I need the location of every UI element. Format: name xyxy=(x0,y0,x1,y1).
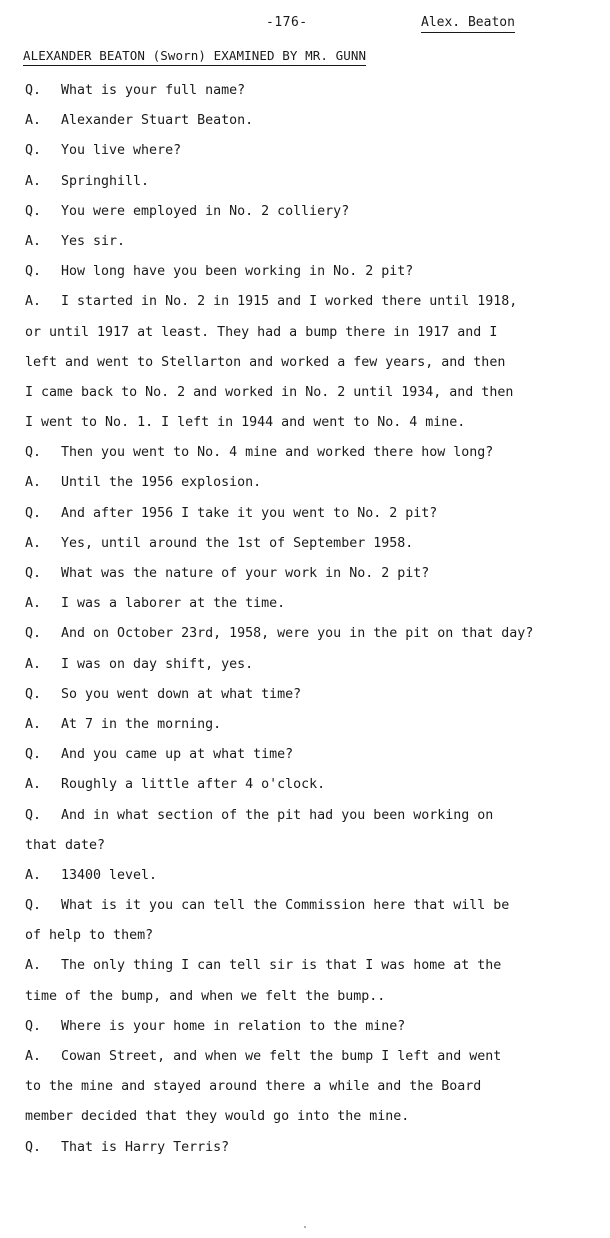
speaker-label: Q. xyxy=(25,445,42,461)
transcript-line xyxy=(25,710,605,740)
line-text: I went to No. 1. I left in 1944 and went to No. 4 mine. xyxy=(25,415,466,431)
line-text: What was the nature of your work in No. 2 pit? xyxy=(61,566,430,581)
speaker-label: Q. xyxy=(25,807,42,823)
line-text: The only thing I can tell sir is that I was home at the xyxy=(61,958,502,974)
transcript-line xyxy=(25,287,605,317)
line-text: You live where? xyxy=(61,143,182,159)
transcript-line xyxy=(25,378,605,408)
transcript-line xyxy=(25,257,605,287)
line-text: What is it you can tell the Commission here that will be xyxy=(61,898,510,914)
speaker-label: Q. xyxy=(25,747,42,763)
line-text: Yes sir. xyxy=(61,233,126,249)
transcript-line xyxy=(25,891,605,921)
line-text: And on October 23rd, 1958, were you in the pit on that day? xyxy=(61,626,534,642)
speaker-label: A. xyxy=(25,716,42,732)
transcript-line xyxy=(25,982,605,1012)
line-text: Springhill. xyxy=(61,173,150,189)
transcript-line xyxy=(25,348,605,378)
speaker-label: A. xyxy=(25,777,42,793)
line-text: You were employed in No. 2 colliery? xyxy=(61,203,350,219)
speaker-label: A. xyxy=(25,596,42,612)
speaker-label: Q. xyxy=(25,203,42,219)
line-text: Where is your home in relation to the mine? xyxy=(61,1018,406,1034)
line-text: or until 1917 at least. They had a bump there in 1917 and I xyxy=(25,324,498,340)
line-text: I started in No. 2 in 1915 and I worked there until 1918, xyxy=(61,294,518,310)
transcript-line xyxy=(25,167,605,197)
transcript-line xyxy=(25,106,605,136)
speaker-label: A. xyxy=(25,475,42,491)
line-text: At 7 in the morning. xyxy=(61,716,222,732)
speaker-label: Q. xyxy=(25,626,42,642)
line-text: of help to them? xyxy=(25,928,154,944)
transcript-line xyxy=(25,1072,605,1102)
transcript-line xyxy=(25,831,605,861)
transcript-line xyxy=(25,408,605,438)
line-text: And you came up at what time? xyxy=(61,747,294,763)
line-text: to the mine and stayed around there a while and the Board xyxy=(25,1079,482,1095)
line-text: Cowan Street, and when we felt the bump I left and went xyxy=(61,1049,502,1064)
transcript-line xyxy=(25,1042,605,1072)
transcript-body xyxy=(25,76,605,1163)
line-text: So you went down at what time? xyxy=(61,686,302,702)
line-text: Roughly a little after 4 o'clock. xyxy=(61,777,326,793)
speaker-label: A. xyxy=(25,113,42,129)
speaker-label: A. xyxy=(25,535,42,551)
speaker-label: Q. xyxy=(25,505,42,521)
speaker-label: A. xyxy=(25,233,42,249)
transcript-line xyxy=(25,438,605,468)
witness-name: Alex. Beaton xyxy=(421,15,515,33)
stray-ink-mark xyxy=(304,1226,306,1228)
line-text: How long have you been working in No. 2 pit? xyxy=(61,264,414,280)
line-text: 13400 level. xyxy=(61,867,158,883)
line-text: And after 1956 I take it you went to No. 2 pit? xyxy=(61,505,438,521)
speaker-label: A. xyxy=(25,958,42,974)
speaker-label: Q. xyxy=(25,686,42,702)
transcript-line xyxy=(25,468,605,498)
transcript-line xyxy=(25,76,605,106)
transcript-line xyxy=(25,1102,605,1132)
speaker-label: A. xyxy=(25,1049,42,1064)
transcript-line xyxy=(25,589,605,619)
transcript-line xyxy=(25,197,605,227)
speaker-label: A. xyxy=(25,294,42,310)
transcript-line xyxy=(25,861,605,891)
line-text: I was on day shift, yes. xyxy=(61,656,254,672)
line-text: I was a laborer at the time. xyxy=(61,596,286,612)
line-text: left and went to Stellarton and worked a few years, and then xyxy=(25,354,506,370)
transcript-line xyxy=(25,650,605,680)
speaker-label: Q. xyxy=(25,1139,42,1155)
transcript-line xyxy=(25,1133,605,1163)
speaker-label: A. xyxy=(25,656,42,672)
speaker-label: Q. xyxy=(25,566,42,581)
transcript-line xyxy=(25,951,605,981)
transcript-line xyxy=(25,227,605,257)
line-text: Then you went to No. 4 mine and worked there how long? xyxy=(61,445,494,461)
transcript-line xyxy=(25,619,605,649)
line-text: That is Harry Terris? xyxy=(61,1139,230,1155)
line-text: And in what section of the pit had you been working on xyxy=(61,807,494,823)
speaker-label: Q. xyxy=(25,1018,42,1034)
line-text: I came back to No. 2 and worked in No. 2 until 1934, and then xyxy=(25,384,514,400)
speaker-label: Q. xyxy=(25,264,42,280)
speaker-label: A. xyxy=(25,867,42,883)
speaker-label: A. xyxy=(25,173,42,189)
speaker-label: Q. xyxy=(25,83,42,98)
line-text: time of the bump, and when we felt the bump.. xyxy=(25,988,386,1004)
transcript-line xyxy=(25,1012,605,1042)
transcript-line xyxy=(25,559,605,589)
line-text: that date? xyxy=(25,837,106,853)
line-text: Until the 1956 explosion. xyxy=(61,475,262,491)
examination-heading: ALEXANDER BEATON (Sworn) EXAMINED BY MR. GUNN xyxy=(23,48,366,66)
transcript-line xyxy=(25,740,605,770)
transcript-line xyxy=(25,529,605,559)
transcript-line xyxy=(25,680,605,710)
transcript-line xyxy=(25,136,605,166)
transcript-line xyxy=(25,801,605,831)
speaker-label: Q. xyxy=(25,898,42,914)
transcript-line xyxy=(25,921,605,951)
transcript-line xyxy=(25,499,605,529)
speaker-label: Q. xyxy=(25,143,42,159)
line-text: Alexander Stuart Beaton. xyxy=(61,113,254,129)
line-text: Yes, until around the 1st of September 1958. xyxy=(61,535,414,551)
transcript-line xyxy=(25,318,605,348)
line-text: member decided that they would go into the mine. xyxy=(25,1109,410,1125)
line-text: What is your full name? xyxy=(61,83,246,98)
transcript-line xyxy=(25,770,605,800)
page-number: -176- xyxy=(266,15,308,30)
